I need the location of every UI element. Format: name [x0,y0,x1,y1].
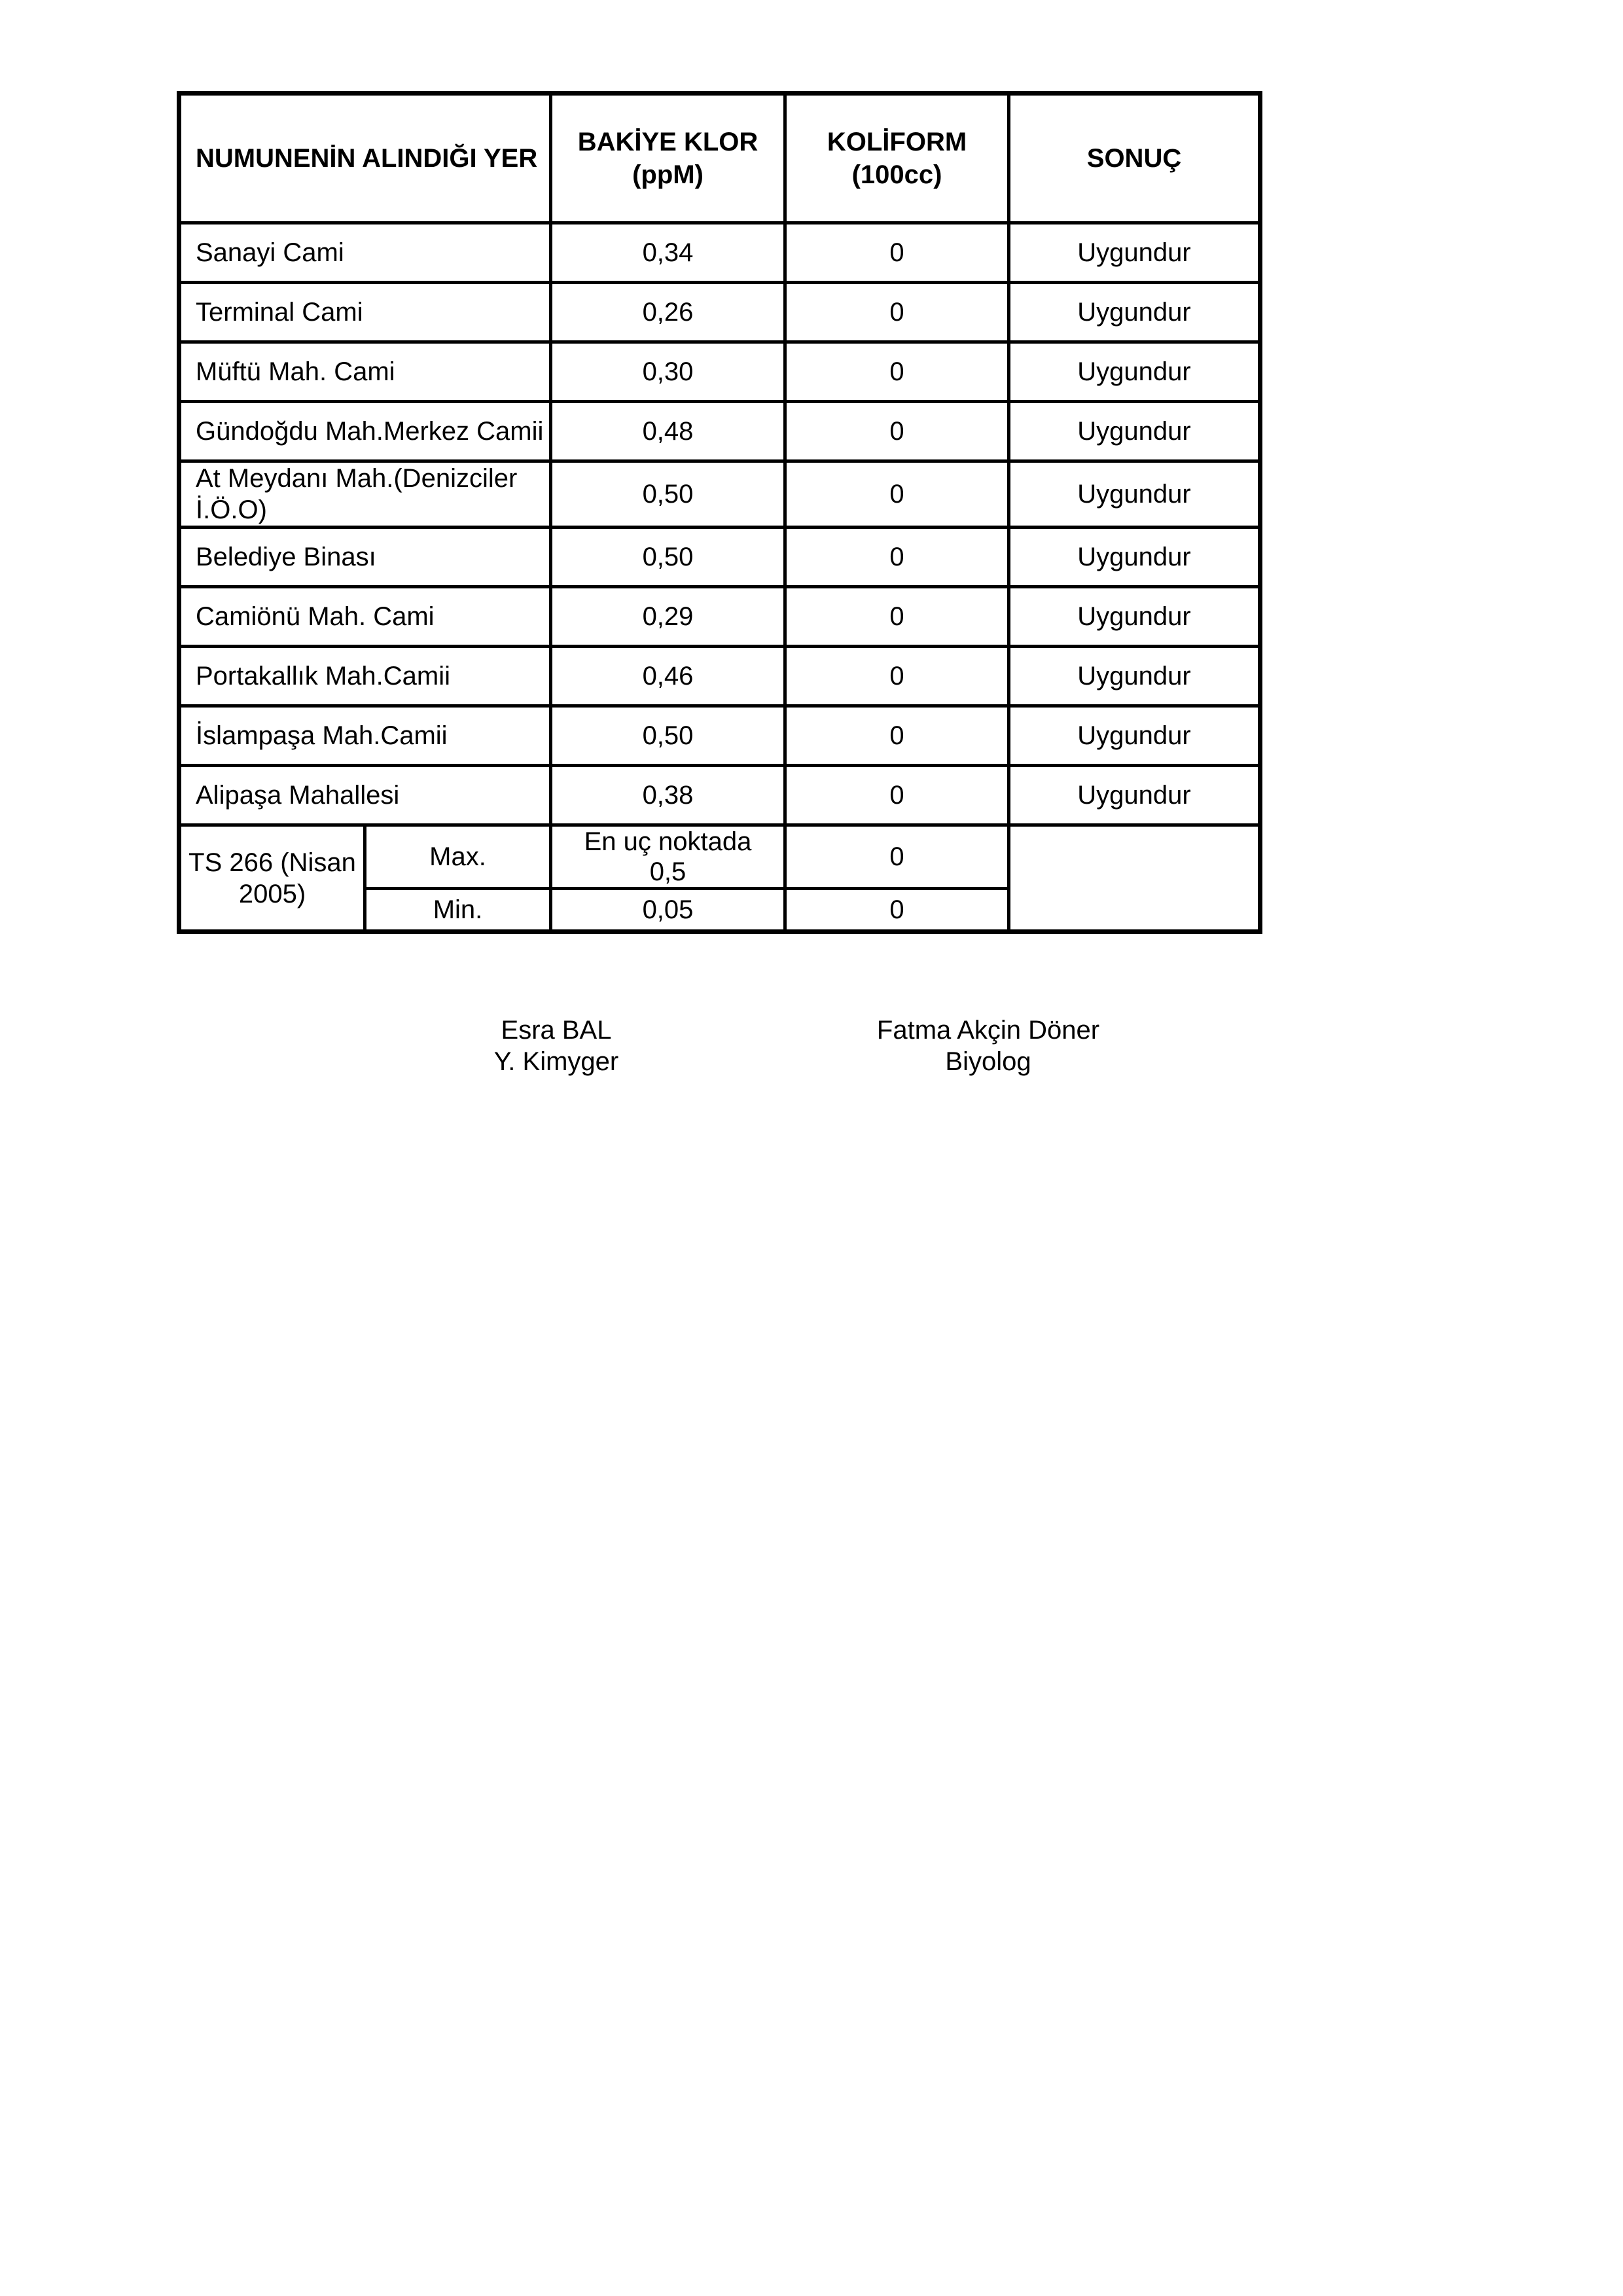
cell-coliform: 0 [785,283,1009,342]
water-analysis-table [177,91,1262,934]
header-location: NUMUNENİN ALINDIĞI YER [179,94,551,223]
cell-coliform: 0 [785,766,1009,825]
cell-result: Uygundur [1009,283,1260,342]
table-row [179,766,1260,825]
table-row [179,587,1260,647]
standard-min-coliform: 0 [785,889,1009,932]
header-coliform-line1: KOLİFORM [827,128,967,156]
cell-location: Terminal Cami [179,283,551,342]
cell-result: Uygundur [1009,528,1260,587]
cell-chlorine: 0,26 [551,283,785,342]
cell-result: Uygundur [1009,766,1260,825]
standard-result-empty [1009,825,1260,932]
cell-result: Uygundur [1009,223,1260,283]
table-row [179,528,1260,587]
signature-title: Biyolog [945,1047,1031,1076]
cell-chlorine: 0,50 [551,706,785,766]
cell-location: Belediye Binası [179,528,551,587]
cell-coliform: 0 [785,706,1009,766]
cell-chlorine: 0,29 [551,587,785,647]
cell-location: Camiönü Mah. Cami [179,587,551,647]
standard-min-chlorine: 0,05 [551,889,785,932]
cell-chlorine: 0,50 [551,528,785,587]
cell-result: Uygundur [1009,587,1260,647]
standard-max-row [179,825,1260,889]
standard-max-label: Max. [365,825,551,889]
signature-block [844,1014,1132,1077]
cell-result: Uygundur [1009,647,1260,706]
cell-coliform: 0 [785,342,1009,402]
standard-min-label: Min. [365,889,551,932]
cell-coliform: 0 [785,402,1009,461]
cell-chlorine: 0,38 [551,766,785,825]
signature-name: Fatma Akçin Döner [876,1016,1100,1045]
standard-max-chlorine-line2: 0,5 [649,857,687,886]
cell-location: Alipaşa Mahallesi [179,766,551,825]
table-row [179,647,1260,706]
cell-coliform: 0 [785,647,1009,706]
header-coliform-line2: (100cc) [851,160,942,189]
cell-chlorine: 0,46 [551,647,785,706]
standard-max-chlorine [551,825,785,889]
cell-location: Sanayi Cami [179,223,551,283]
table-row [179,223,1260,283]
cell-result: Uygundur [1009,461,1260,528]
cell-coliform: 0 [785,587,1009,647]
standard-max-chlorine-line1: En uç noktada [584,827,752,856]
cell-location: İslampaşa Mah.Camii [179,706,551,766]
header-coliform [785,94,1009,223]
table-row [179,402,1260,461]
table-row [179,342,1260,402]
cell-chlorine: 0,50 [551,461,785,528]
cell-chlorine: 0,48 [551,402,785,461]
standard-name: TS 266 (Nisan 2005) [179,825,365,932]
table-header-row [179,94,1260,223]
cell-coliform: 0 [785,461,1009,528]
cell-location: Gündoğdu Mah.Merkez Camii [179,402,551,461]
table-row [179,706,1260,766]
header-result: SONUÇ [1009,94,1260,223]
signature-title: Y. Kimyger [493,1047,619,1076]
signature-name: Esra BAL [501,1016,612,1045]
cell-result: Uygundur [1009,706,1260,766]
header-chlorine [551,94,785,223]
signatures [0,1014,1623,1086]
cell-coliform: 0 [785,223,1009,283]
table-row [179,283,1260,342]
cell-location: Müftü Mah. Cami [179,342,551,402]
header-chlorine-line1: BAKİYE KLOR [577,128,758,156]
cell-result: Uygundur [1009,402,1260,461]
cell-location: At Meydanı Mah.(Denizciler İ.Ö.O) [179,461,551,528]
signature-block [445,1014,668,1077]
cell-chlorine: 0,30 [551,342,785,402]
cell-result: Uygundur [1009,342,1260,402]
cell-chlorine: 0,34 [551,223,785,283]
cell-location: Portakallık Mah.Camii [179,647,551,706]
cell-coliform: 0 [785,528,1009,587]
table-row [179,461,1260,528]
standard-max-coliform: 0 [785,825,1009,889]
header-chlorine-line2: (ppM) [632,160,704,189]
